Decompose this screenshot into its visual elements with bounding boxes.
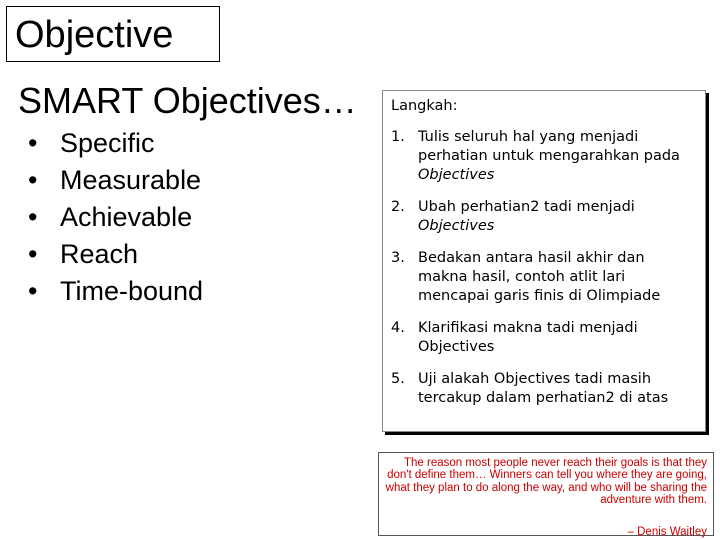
- steps-panel: [382, 90, 706, 432]
- bullet-label: Achievable: [60, 202, 193, 232]
- bullet-dot-icon: •: [28, 239, 38, 269]
- step-number: 4.: [391, 320, 405, 336]
- steps-heading: Langkah:: [391, 98, 458, 114]
- step-text: Bedakan antara hasil akhir dan makna hasil, contoh atlit lari mencapai garis finis di Olimpiade: [418, 250, 661, 304]
- step-item: [391, 249, 697, 306]
- steps-list: [391, 128, 697, 408]
- smart-bullet-list: [28, 125, 203, 310]
- bullet-item: [28, 162, 203, 199]
- quote-author: – Denis Waitley: [627, 526, 707, 539]
- step-item: [391, 370, 697, 408]
- step-number: 1.: [391, 129, 405, 145]
- step-text: Uji alakah Objectives tadi masih tercakup dalam perhatian2 di atas: [418, 371, 669, 406]
- bullet-item: [28, 236, 203, 273]
- bullet-label: Specific: [60, 128, 155, 158]
- step-text-italic: Objectives: [418, 167, 495, 183]
- step-text-plain: Ubah perhatian2 tadi menjadi: [418, 199, 635, 215]
- slide-subtitle: SMART Objectives…: [18, 80, 357, 121]
- step-text-plain: Tulis seluruh hal yang menjadi perhatian untuk mengarahkan pada: [418, 129, 680, 164]
- step-text: [418, 198, 697, 236]
- step-text-italic: Objectives: [418, 218, 495, 234]
- step-number: 3.: [391, 250, 405, 266]
- step-item: [391, 198, 697, 236]
- step-text: [418, 128, 697, 185]
- quote-text: The reason most people never reach their goals is that they don't define them… Winners can tell you where they are going, what they plan to do along the way, and who will be sharing the adventure with them.: [385, 457, 707, 506]
- bullet-dot-icon: •: [28, 128, 38, 158]
- bullet-label: Time-bound: [60, 276, 204, 306]
- step-number: 2.: [391, 199, 405, 215]
- bullet-label: Reach: [60, 239, 139, 269]
- slide-title: Objective: [6, 6, 220, 62]
- step-text: Klarifikasi makna tadi menjadi Objectives: [418, 320, 638, 355]
- bullet-dot-icon: •: [28, 165, 38, 195]
- bullet-label: Measurable: [60, 165, 202, 195]
- bullet-item: [28, 125, 203, 162]
- bullet-dot-icon: •: [28, 276, 38, 306]
- step-item: [391, 319, 697, 357]
- quote-panel: [378, 452, 714, 539]
- step-number: 5.: [391, 371, 405, 387]
- bullet-item: [28, 273, 203, 310]
- bullet-dot-icon: •: [28, 202, 38, 232]
- step-item: [391, 128, 697, 185]
- bullet-item: [28, 199, 203, 236]
